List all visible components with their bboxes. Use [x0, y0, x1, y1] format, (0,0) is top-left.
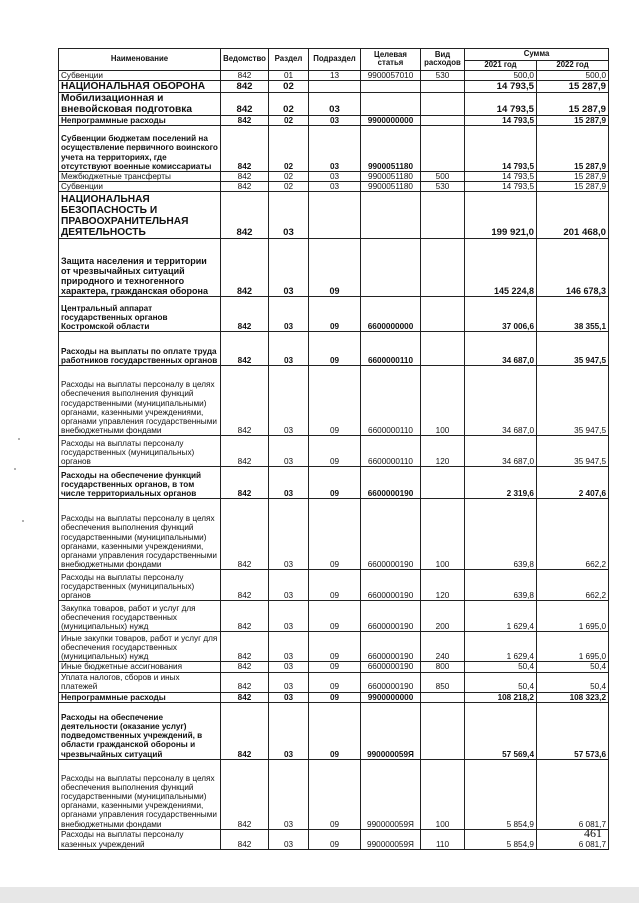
cell-s2: 662,2 — [537, 499, 609, 570]
table-row — [59, 92, 609, 115]
cell-s2: 50,4 — [537, 672, 609, 692]
cell-cs: 9900057010 — [361, 70, 421, 80]
table-row — [59, 662, 609, 672]
cell-cs: 6600000190 — [361, 662, 421, 672]
cell-rz: 02 — [269, 126, 309, 172]
cell-pr — [309, 80, 361, 92]
cell-name: Межбюджетные трансферты — [59, 172, 221, 182]
cell-cs: 6600000190 — [361, 632, 421, 662]
scan-speck — [14, 468, 16, 470]
cell-rz: 01 — [269, 70, 309, 80]
header-razdel: Раздел — [269, 49, 309, 71]
header-vedomstvo: Ведомство — [221, 49, 269, 71]
cell-s1: 14 793,5 — [465, 182, 537, 192]
table-body — [59, 70, 609, 849]
cell-vr — [421, 239, 465, 297]
cell-vr: 120 — [421, 570, 465, 601]
cell-ved: 842 — [221, 829, 269, 849]
cell-cs — [361, 239, 421, 297]
cell-ved: 842 — [221, 672, 269, 692]
cell-rz: 02 — [269, 172, 309, 182]
table-row — [59, 692, 609, 702]
cell-s2: 6 081,7 — [537, 759, 609, 829]
cell-cs: 6600000190 — [361, 601, 421, 632]
cell-pr: 09 — [309, 672, 361, 692]
cell-ved: 842 — [221, 632, 269, 662]
cell-pr: 09 — [309, 692, 361, 702]
cell-cs: 6600000190 — [361, 467, 421, 499]
cell-name: Субвенции — [59, 182, 221, 192]
cell-pr: 09 — [309, 239, 361, 297]
scan-speck — [18, 438, 20, 440]
cell-s2: 2 407,6 — [537, 467, 609, 499]
cell-vr — [421, 297, 465, 332]
cell-vr — [421, 115, 465, 125]
cell-name: Расходы на обеспечение функций государственных органов, в том числе территориальных органов — [59, 467, 221, 499]
cell-vr — [421, 80, 465, 92]
cell-rz: 03 — [269, 192, 309, 239]
cell-s1: 5 854,9 — [465, 829, 537, 849]
cell-name: Центральный аппарат государственных органов Костромской области — [59, 297, 221, 332]
cell-s1: 50,4 — [465, 672, 537, 692]
cell-pr — [309, 192, 361, 239]
cell-s2: 15 287,9 — [537, 92, 609, 115]
cell-rz: 03 — [269, 239, 309, 297]
cell-s1: 639,8 — [465, 499, 537, 570]
cell-cs: 6600000110 — [361, 436, 421, 467]
cell-s1: 14 793,5 — [465, 126, 537, 172]
cell-rz: 03 — [269, 759, 309, 829]
cell-s2: 35 947,5 — [537, 436, 609, 467]
cell-rz: 03 — [269, 366, 309, 436]
table-row — [59, 80, 609, 92]
cell-name: НАЦИОНАЛЬНАЯ БЕЗОПАСНОСТЬ И ПРАВООХРАНИТЕЛЬНАЯ ДЕЯТЕЛЬНОСТЬ — [59, 192, 221, 239]
cell-s2: 1 695,0 — [537, 632, 609, 662]
cell-name: Непрограммные расходы — [59, 115, 221, 125]
cell-ved: 842 — [221, 436, 269, 467]
cell-vr: 200 — [421, 601, 465, 632]
cell-vr — [421, 467, 465, 499]
cell-cs: 9900000000 — [361, 692, 421, 702]
cell-rz: 03 — [269, 297, 309, 332]
table-row — [59, 436, 609, 467]
cell-s2: 1 695,0 — [537, 601, 609, 632]
cell-name: Расходы на выплаты персоналу государственных (муниципальных) органов — [59, 570, 221, 601]
table-row — [59, 366, 609, 436]
cell-vr — [421, 702, 465, 759]
cell-ved: 842 — [221, 366, 269, 436]
cell-pr: 09 — [309, 632, 361, 662]
cell-s1: 145 224,8 — [465, 239, 537, 297]
cell-pr: 09 — [309, 829, 361, 849]
cell-ved: 842 — [221, 692, 269, 702]
cell-s1: 14 793,5 — [465, 92, 537, 115]
cell-name: Расходы на обеспечение деятельности (оказание услуг) подведомственных учреждений, в области гражданской обороны и чрезвычайных ситуаций — [59, 702, 221, 759]
cell-s2: 108 323,2 — [537, 692, 609, 702]
cell-rz: 02 — [269, 115, 309, 125]
cell-ved: 842 — [221, 192, 269, 239]
cell-pr: 09 — [309, 702, 361, 759]
table-row — [59, 499, 609, 570]
cell-ved: 842 — [221, 182, 269, 192]
header-podrazdel: Подраздел — [309, 49, 361, 71]
cell-s1: 14 793,5 — [465, 172, 537, 182]
cell-s1: 2 319,6 — [465, 467, 537, 499]
cell-s1: 34 687,0 — [465, 332, 537, 366]
cell-name: Расходы на выплаты персоналу в целях обеспечения выполнения функций государственными (муниципальными) органами, казенными учреждениями, органами управления государственными внебюджетными фондами — [59, 759, 221, 829]
cell-s1: 199 921,0 — [465, 192, 537, 239]
table-row — [59, 192, 609, 239]
cell-pr: 09 — [309, 366, 361, 436]
cell-name: Субвенции — [59, 70, 221, 80]
cell-pr: 09 — [309, 570, 361, 601]
cell-rz: 03 — [269, 332, 309, 366]
cell-rz: 03 — [269, 601, 309, 632]
cell-pr: 09 — [309, 759, 361, 829]
cell-s2: 6 081,7 — [537, 829, 609, 849]
cell-cs: 990000059Я — [361, 702, 421, 759]
cell-rz: 03 — [269, 702, 309, 759]
cell-s1: 14 793,5 — [465, 80, 537, 92]
cell-cs: 9900000000 — [361, 115, 421, 125]
cell-s2: 15 287,9 — [537, 172, 609, 182]
table-row — [59, 467, 609, 499]
cell-name: Расходы на выплаты по оплате труда работников государственных органов — [59, 332, 221, 366]
cell-s2: 38 355,1 — [537, 297, 609, 332]
cell-pr: 03 — [309, 172, 361, 182]
cell-vr — [421, 692, 465, 702]
cell-vr: 120 — [421, 436, 465, 467]
cell-rz: 03 — [269, 829, 309, 849]
cell-cs: 9900051180 — [361, 172, 421, 182]
cell-name: Расходы на выплаты персоналу казенных учреждений — [59, 829, 221, 849]
cell-vr: 530 — [421, 182, 465, 192]
cell-vr: 850 — [421, 672, 465, 692]
cell-s1: 1 629,4 — [465, 601, 537, 632]
table-row — [59, 126, 609, 172]
cell-s1: 34 687,0 — [465, 436, 537, 467]
cell-name: Уплата налогов, сборов и иных платежей — [59, 672, 221, 692]
cell-ved: 842 — [221, 467, 269, 499]
cell-ved: 842 — [221, 570, 269, 601]
cell-name: Защита населения и территории от чрезвычайных ситуаций природного и техногенного характера, гражданская оборона — [59, 239, 221, 297]
cell-s2: 201 468,0 — [537, 192, 609, 239]
table-row — [59, 239, 609, 297]
cell-rz: 03 — [269, 467, 309, 499]
table-row — [59, 702, 609, 759]
cell-s2: 15 287,9 — [537, 80, 609, 92]
cell-rz: 03 — [269, 632, 309, 662]
cell-pr: 09 — [309, 467, 361, 499]
table-row — [59, 172, 609, 182]
cell-rz: 03 — [269, 570, 309, 601]
cell-vr — [421, 92, 465, 115]
cell-ved: 842 — [221, 70, 269, 80]
cell-s1: 500,0 — [465, 70, 537, 80]
cell-pr: 13 — [309, 70, 361, 80]
cell-pr: 09 — [309, 601, 361, 632]
cell-s1: 14 793,5 — [465, 115, 537, 125]
header-sum: Сумма — [465, 49, 609, 61]
cell-name: НАЦИОНАЛЬНАЯ ОБОРОНА — [59, 80, 221, 92]
cell-s2: 35 947,5 — [537, 332, 609, 366]
cell-name: Расходы на выплаты персоналу государственных (муниципальных) органов — [59, 436, 221, 467]
cell-vr: 800 — [421, 662, 465, 672]
cell-pr: 03 — [309, 182, 361, 192]
cell-rz: 03 — [269, 662, 309, 672]
cell-cs: 9900051180 — [361, 126, 421, 172]
table-row — [59, 297, 609, 332]
page-number: 461 — [584, 826, 602, 840]
cell-ved: 842 — [221, 80, 269, 92]
cell-s2: 146 678,3 — [537, 239, 609, 297]
cell-pr: 09 — [309, 332, 361, 366]
budget-table — [58, 48, 609, 850]
cell-s1: 639,8 — [465, 570, 537, 601]
cell-ved: 842 — [221, 759, 269, 829]
cell-pr: 09 — [309, 436, 361, 467]
cell-cs: 990000059Я — [361, 829, 421, 849]
cell-s2: 57 573,6 — [537, 702, 609, 759]
cell-rz: 02 — [269, 182, 309, 192]
cell-pr: 09 — [309, 297, 361, 332]
header-vid: Вид расходов — [421, 49, 465, 71]
cell-cs: 9900051180 — [361, 182, 421, 192]
table-row — [59, 759, 609, 829]
cell-ved: 842 — [221, 499, 269, 570]
cell-cs: 990000059Я — [361, 759, 421, 829]
cell-cs — [361, 192, 421, 239]
cell-cs: 6600000190 — [361, 570, 421, 601]
cell-vr — [421, 332, 465, 366]
header-name: Наименование — [59, 49, 221, 71]
table-row — [59, 332, 609, 366]
cell-ved: 842 — [221, 297, 269, 332]
cell-vr: 500 — [421, 172, 465, 182]
cell-name: Закупка товаров, работ и услуг для обеспечения государственных (муниципальных) нужд — [59, 601, 221, 632]
cell-name: Расходы на выплаты персоналу в целях обеспечения выполнения функций государственными (муниципальными) органами, казенными учреждениями, органами управления государственными внебюджетными фондами — [59, 366, 221, 436]
header-target: Целевая статья — [361, 49, 421, 71]
cell-s1: 108 218,2 — [465, 692, 537, 702]
cell-ved: 842 — [221, 92, 269, 115]
cell-s2: 50,4 — [537, 662, 609, 672]
cell-cs — [361, 80, 421, 92]
cell-cs: 6600000110 — [361, 366, 421, 436]
cell-ved: 842 — [221, 702, 269, 759]
scan-speck — [22, 520, 24, 522]
header-2021: 2021 год — [465, 61, 537, 71]
cell-rz: 02 — [269, 92, 309, 115]
cell-s2: 662,2 — [537, 570, 609, 601]
cell-s1: 37 006,6 — [465, 297, 537, 332]
table-header — [59, 49, 609, 71]
cell-ved: 842 — [221, 332, 269, 366]
cell-vr: 100 — [421, 759, 465, 829]
cell-cs — [361, 92, 421, 115]
cell-s2: 15 287,9 — [537, 115, 609, 125]
cell-name: Иные бюджетные ассигнования — [59, 662, 221, 672]
cell-name: Мобилизационная и вневойсковая подготовка — [59, 92, 221, 115]
cell-name: Иные закупки товаров, работ и услуг для обеспечения государственных (муниципальных) нужд — [59, 632, 221, 662]
cell-s1: 57 569,4 — [465, 702, 537, 759]
cell-s2: 500,0 — [537, 70, 609, 80]
cell-name: Субвенции бюджетам поселений на осуществление первичного воинского учета на территориях, где отсутствуют военные комиссариаты — [59, 126, 221, 172]
cell-rz: 03 — [269, 499, 309, 570]
cell-vr: 110 — [421, 829, 465, 849]
cell-pr: 03 — [309, 92, 361, 115]
cell-name: Непрограммные расходы — [59, 692, 221, 702]
cell-vr: 100 — [421, 499, 465, 570]
table-row — [59, 632, 609, 662]
cell-rz: 03 — [269, 692, 309, 702]
table-row — [59, 182, 609, 192]
cell-ved: 842 — [221, 601, 269, 632]
table-row — [59, 601, 609, 632]
cell-pr: 03 — [309, 126, 361, 172]
cell-cs: 6600000190 — [361, 672, 421, 692]
cell-s2: 15 287,9 — [537, 126, 609, 172]
cell-vr: 100 — [421, 366, 465, 436]
cell-vr: 240 — [421, 632, 465, 662]
table-row — [59, 829, 609, 849]
table-row — [59, 570, 609, 601]
cell-ved: 842 — [221, 126, 269, 172]
cell-cs: 6600000190 — [361, 499, 421, 570]
cell-pr: 09 — [309, 499, 361, 570]
cell-s1: 5 854,9 — [465, 759, 537, 829]
cell-cs: 6600000110 — [361, 332, 421, 366]
cell-ved: 842 — [221, 172, 269, 182]
header-2022: 2022 год — [537, 61, 609, 71]
cell-pr: 03 — [309, 115, 361, 125]
cell-vr — [421, 192, 465, 239]
table-row — [59, 672, 609, 692]
cell-vr — [421, 126, 465, 172]
table-row — [59, 115, 609, 125]
cell-rz: 03 — [269, 436, 309, 467]
cell-s1: 34 687,0 — [465, 366, 537, 436]
table-row — [59, 70, 609, 80]
cell-name: Расходы на выплаты персоналу в целях обеспечения выполнения функций государственными (муниципальными) органами, казенными учреждениями, органами управления государственными внебюджетными фондами — [59, 499, 221, 570]
cell-ved: 842 — [221, 239, 269, 297]
cell-s1: 50,4 — [465, 662, 537, 672]
cell-rz: 03 — [269, 672, 309, 692]
cell-rz: 02 — [269, 80, 309, 92]
cell-s1: 1 629,4 — [465, 632, 537, 662]
cell-pr: 09 — [309, 662, 361, 672]
cell-ved: 842 — [221, 115, 269, 125]
cell-cs: 6600000000 — [361, 297, 421, 332]
cell-s2: 15 287,9 — [537, 182, 609, 192]
cell-ved: 842 — [221, 662, 269, 672]
cell-s2: 35 947,5 — [537, 366, 609, 436]
cell-vr: 530 — [421, 70, 465, 80]
scan-margin — [0, 887, 639, 903]
